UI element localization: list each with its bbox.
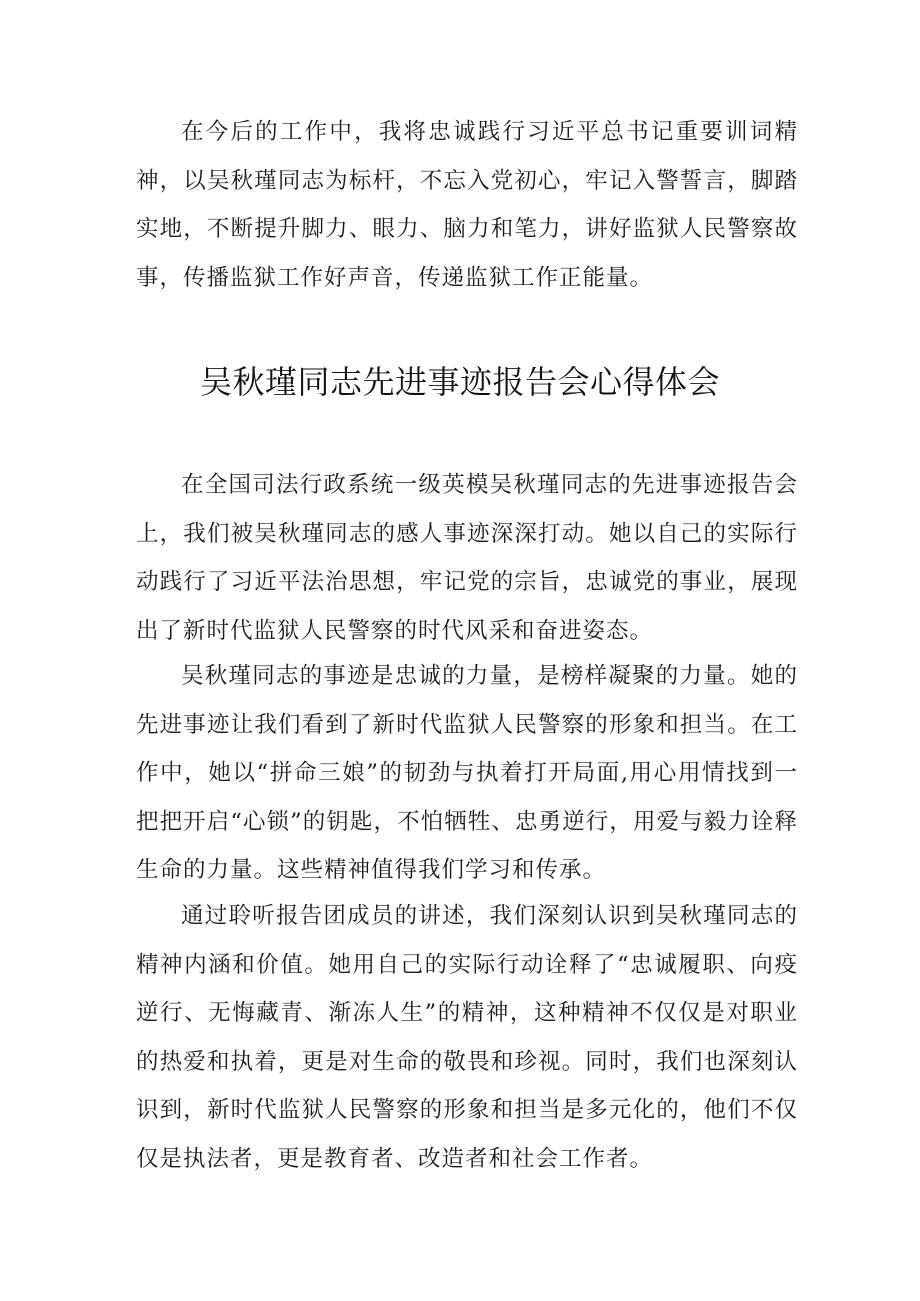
body-paragraph-2: 吴秋瑾同志的事迹是忠诚的力量，是榜样凝聚的力量。她的先进事迹让我们看到了新时代监狱人民警察的形象和担当。在工作中，她以“拼命三娘”的韧劲与执着打开局面,用心用情找到一把把开启“心锁”的钥匙，不怕牺牲、忠勇逆行，用爱与毅力诠释生命的力量。这些精神值得我们学习和传承。 [136, 663, 798, 884]
body-paragraph-3: 通过聆听报告团成员的讲述，我们深刻认识到吴秋瑾同志的精神内涵和价值。她用自己的实际行动诠释了“忠诚履职、向疫逆行、无悔藏青、渐冻人生”的精神，这种精神不仅仅是对职业的热爱和执着，更是对生命的敬畏和珍视。同时，我们也深刻认识到，新时代监狱人民警察的形象和担当是多元化的，他们不仅仅是执法者，更是教育者、改造者和社会工作者。 [136, 903, 798, 1172]
body-paragraph-1: 在全国司法行政系统一级英模吴秋瑾同志的先进事迹报告会上，我们被吴秋瑾同志的感人事迹深深打动。她以自己的实际行动践行了习近平法治思想，牢记党的宗旨，忠诚党的事业，展现出了新时代监狱人民警察的时代风采和奋进姿态。 [136, 472, 798, 644]
intro-paragraph: 在今后的工作中，我将忠诚践行习近平总书记重要训词精神，以吴秋瑾同志为标杆，不忘入党初心，牢记入警誓言，脚踏实地，不断提升脚力、眼力、脑力和笔力，讲好监狱人民警察故事，传播监狱工作好声音，传递监狱工作正能量。 [136, 119, 798, 291]
document-title: 吴秋瑾同志先进事迹报告会心得体会 [199, 363, 720, 401]
